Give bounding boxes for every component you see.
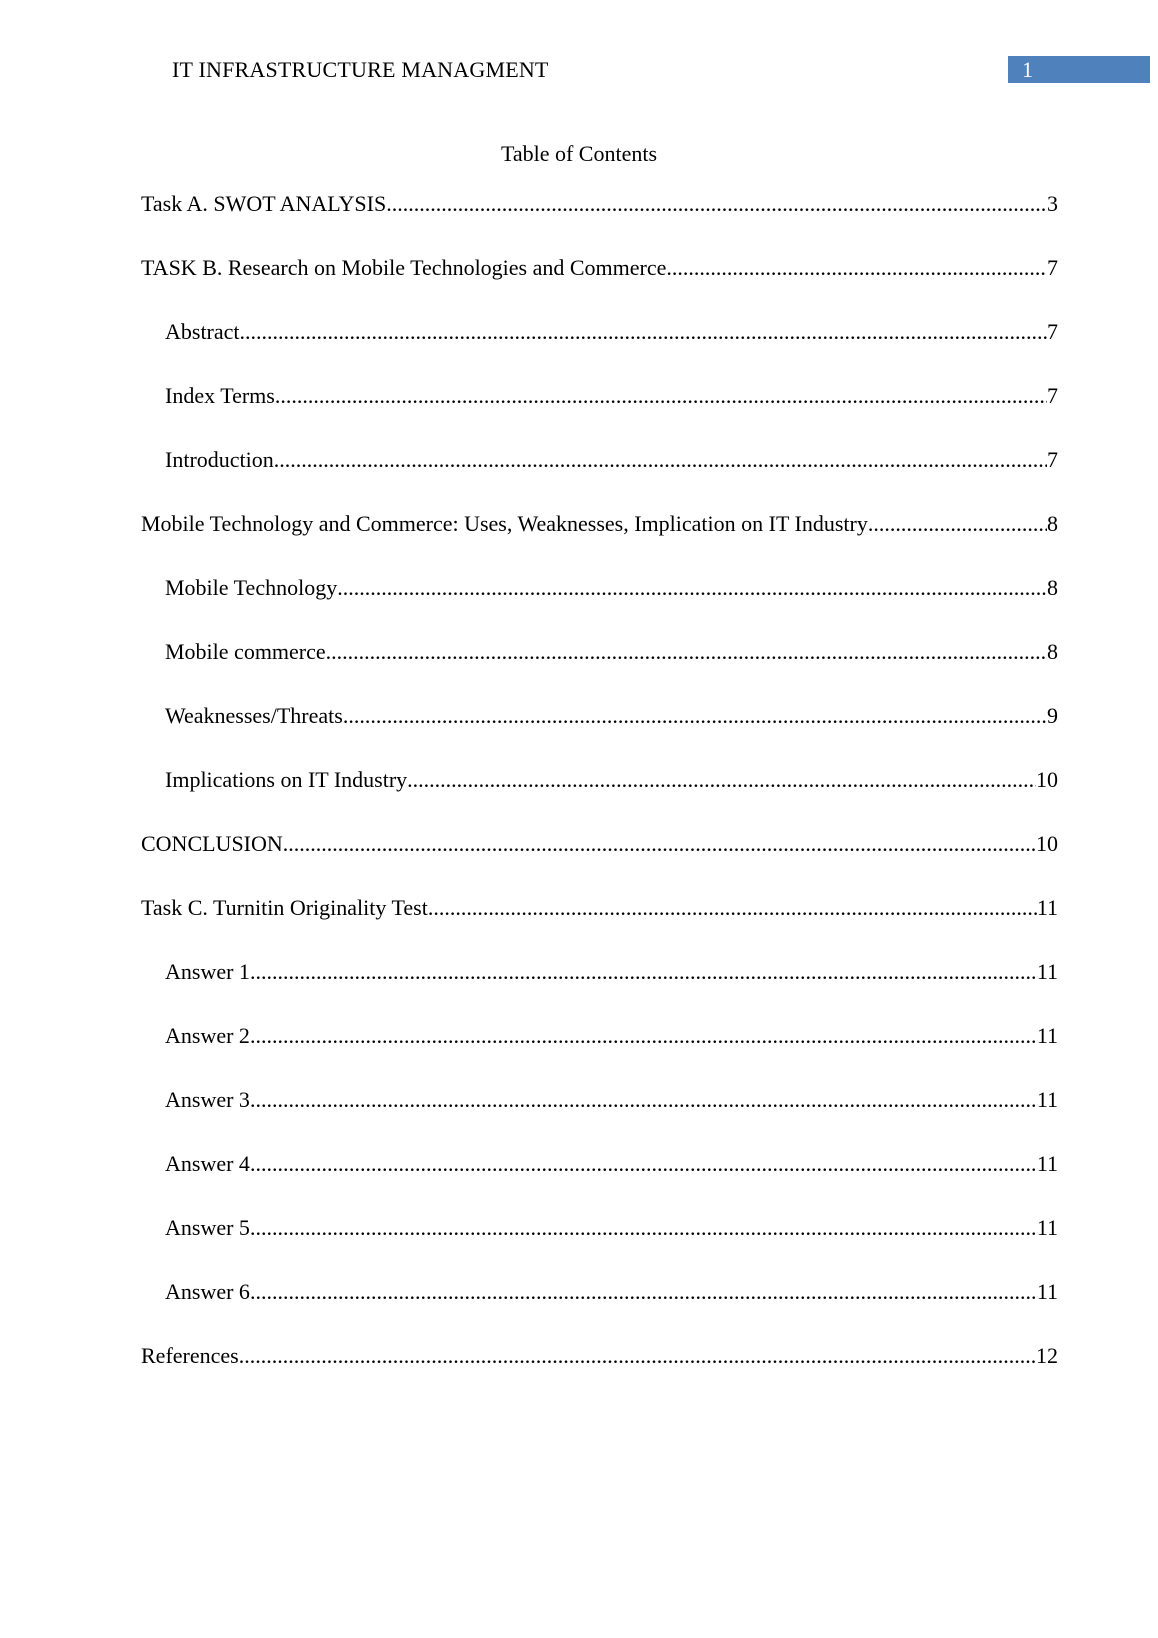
- toc-leader-dots: [250, 1022, 1037, 1050]
- toc-entry-answer-4[interactable]: [141, 1150, 1058, 1214]
- toc-leader-dots: [239, 1342, 1036, 1370]
- toc-entry-page: 11: [1036, 1087, 1058, 1112]
- toc-entry-label: Answer 2: [165, 1023, 250, 1048]
- page-number: 1: [1008, 56, 1150, 83]
- toc-entry-answer-5[interactable]: [141, 1214, 1058, 1278]
- toc-entry-label: Weaknesses/Threats: [165, 703, 343, 728]
- running-header-title: IT INFRASTRUCTURE MANAGMENT: [172, 57, 549, 82]
- toc-entry-page: 10: [1036, 767, 1058, 792]
- toc-entry-page: 9: [1047, 703, 1058, 728]
- toc-leader-dots: [868, 510, 1047, 538]
- toc-entry-mobile-technology[interactable]: [141, 574, 1058, 638]
- toc-entry-page: 8: [1047, 575, 1058, 600]
- toc-entry-page: 11: [1036, 895, 1058, 920]
- toc-leader-dots: [666, 254, 1047, 282]
- toc-entry-page: 12: [1036, 1343, 1058, 1368]
- toc-entry-label: Answer 4: [165, 1151, 250, 1176]
- toc-entry-page: 7: [1047, 255, 1058, 280]
- toc-leader-dots: [337, 574, 1047, 602]
- toc-entry-introduction[interactable]: [141, 446, 1058, 510]
- toc-entry-page: 8: [1047, 639, 1058, 664]
- toc-entry-label: Task C. Turnitin Originality Test: [141, 895, 428, 920]
- toc-entry-page: 10: [1036, 831, 1058, 856]
- toc-leader-dots: [326, 638, 1047, 666]
- toc-leader-dots: [283, 830, 1036, 858]
- toc-leader-dots: [386, 190, 1047, 218]
- toc-entry-answer-1[interactable]: [141, 958, 1058, 1022]
- toc-entry-label: Answer 6: [165, 1279, 250, 1304]
- toc-entry-page: 11: [1036, 1279, 1058, 1304]
- toc-entry-label: Mobile commerce: [165, 639, 326, 664]
- toc-leader-dots: [250, 1150, 1037, 1178]
- toc-entry-page: 11: [1036, 1215, 1058, 1240]
- toc-entry-page: 11: [1036, 1023, 1058, 1048]
- toc-entry-label: Index Terms: [165, 383, 275, 408]
- toc-entry-page: 8: [1047, 511, 1058, 536]
- toc-entry-page: 3: [1047, 191, 1058, 216]
- toc-entry-task-c[interactable]: [141, 894, 1058, 958]
- toc-entry-label: TASK B. Research on Mobile Technologies and Commerce: [141, 255, 667, 280]
- toc-entry-answer-2[interactable]: [141, 1022, 1058, 1086]
- toc-leader-dots: [407, 766, 1036, 794]
- toc-entry-mobile-commerce[interactable]: [141, 638, 1058, 702]
- toc-entry-abstract[interactable]: [141, 318, 1058, 382]
- toc-entry-page: 11: [1036, 959, 1058, 984]
- toc-entry-label: Answer 3: [165, 1087, 250, 1112]
- toc-entry-label: References: [141, 1343, 239, 1368]
- toc-leader-dots: [250, 1278, 1037, 1306]
- table-of-contents: [141, 190, 1058, 1406]
- toc-entry-answer-6[interactable]: [141, 1278, 1058, 1342]
- toc-entry-label: Task A. SWOT ANALYSIS: [141, 191, 387, 216]
- toc-entry-index-terms[interactable]: [141, 382, 1058, 446]
- toc-entry-task-b[interactable]: [141, 254, 1058, 318]
- toc-entry-label: Mobile Technology: [165, 575, 338, 600]
- toc-entry-page: 7: [1047, 319, 1058, 344]
- toc-entry-mobile-tech-commerce[interactable]: [141, 510, 1058, 574]
- toc-entry-label: Answer 1: [165, 959, 250, 984]
- toc-entry-label: Answer 5: [165, 1215, 250, 1240]
- toc-leader-dots: [250, 1086, 1037, 1114]
- toc-entry-references[interactable]: [141, 1342, 1058, 1406]
- toc-leader-dots: [275, 382, 1047, 410]
- toc-entry-label: Abstract: [165, 319, 240, 344]
- toc-leader-dots: [250, 958, 1037, 986]
- toc-entry-label: CONCLUSION: [141, 831, 283, 856]
- toc-entry-weaknesses-threats[interactable]: [141, 702, 1058, 766]
- toc-title: Table of Contents: [500, 141, 658, 166]
- toc-entry-label: Mobile Technology and Commerce: Uses, Weaknesses, Implication on IT Industry: [141, 511, 868, 536]
- toc-leader-dots: [250, 1214, 1037, 1242]
- toc-entry-page: 7: [1047, 447, 1058, 472]
- toc-entry-page: 7: [1047, 383, 1058, 408]
- toc-leader-dots: [274, 446, 1047, 474]
- toc-entry-page: 11: [1036, 1151, 1058, 1176]
- toc-leader-dots: [343, 702, 1047, 730]
- toc-entry-label: Implications on IT Industry: [165, 767, 408, 792]
- toc-entry-answer-3[interactable]: [141, 1086, 1058, 1150]
- toc-entry-task-a[interactable]: [141, 190, 1058, 254]
- toc-leader-dots: [428, 894, 1037, 922]
- toc-entry-label: Introduction: [165, 447, 274, 472]
- toc-entry-conclusion[interactable]: [141, 830, 1058, 894]
- toc-entry-implications[interactable]: [141, 766, 1058, 830]
- toc-leader-dots: [240, 318, 1047, 346]
